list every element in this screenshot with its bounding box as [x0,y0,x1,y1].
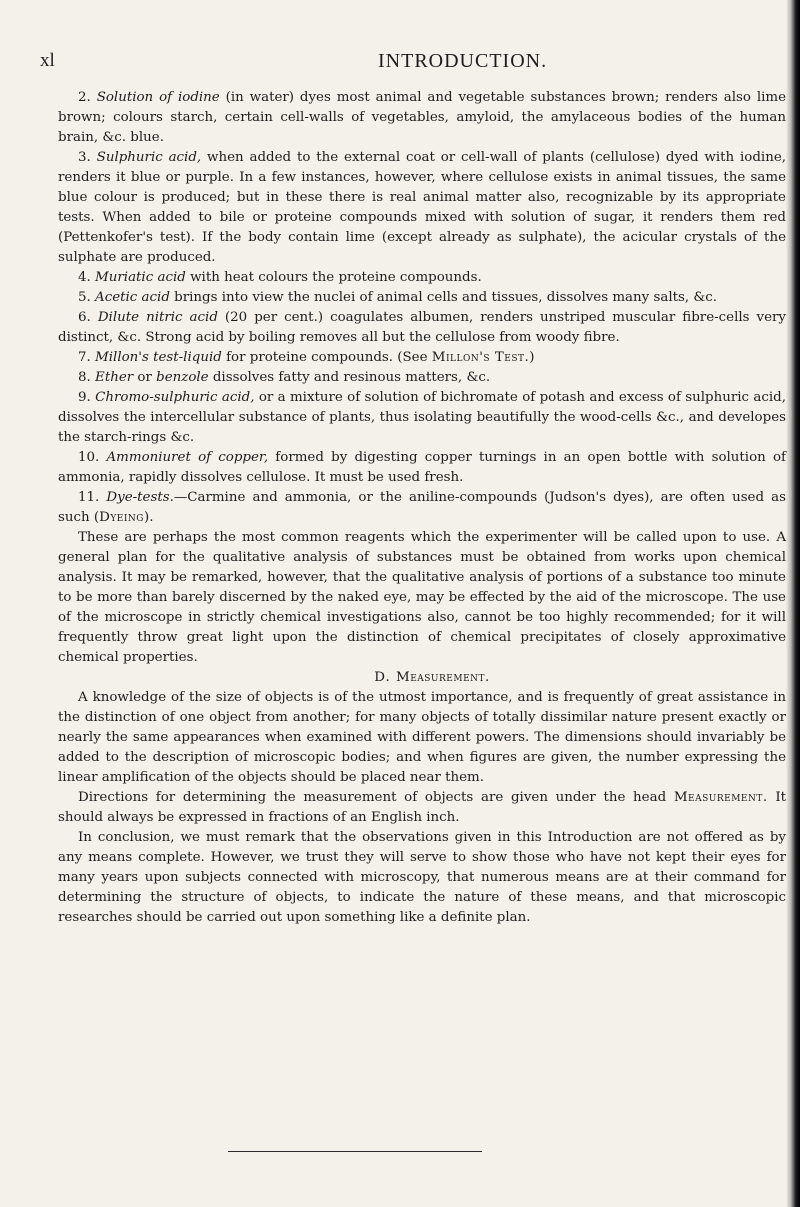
item-term: Chromo-sulphuric acid, [95,390,255,405]
item-term: Dye-tests. [106,490,174,505]
item-term: Muriatic acid [95,270,186,285]
running-head: INTRODUCTION. [378,50,548,72]
page-number: xl [40,50,55,71]
item-term: Ether [95,370,134,385]
paragraph-conclusion: In conclusion, we must remark that the observations given in this Introduction are not offered as by any means complete. However, we trust they will serve to show those who have not kept their eyes for many years upon subjects connected with microscopy, that numerous means are at their command for determining the structure of objects, to indicate the nature of these means, and that microscopic researches should be carried out upon something like a definite plan. [58,830,786,925]
list-item: 11. Dye-tests.—Carmine and ammonia, or the aniline-compounds (Judson's dyes), are often used as such (Dyeing). [58,490,786,525]
paragraph-directions: Directions for determining the measurement of objects are given under the head Measurement. It should always be expressed in fractions of an English inch. [58,790,786,825]
list-item: 7. Millon's test-liquid for proteine compounds. (See Millon's Test.) [78,350,535,365]
section-title: Measurement. [395,670,490,685]
item-term: Sulphuric acid, [96,150,202,165]
page-header [40,50,768,78]
item-term: Acetic acid [95,290,170,305]
closing-rule [228,1151,482,1152]
cross-reference: Millon's Test. [431,350,530,365]
page-body [58,88,787,928]
item-term: Millon's test-liquid [95,350,222,365]
paragraph-measurement: A knowledge of the size of objects is of the utmost importance, and is frequently of great assistance in the distinction of one object from another; for many objects of totally dissimilar nature present exactly or nearly the same appearances when examined with different powers. The dimensions should invariably be added to the description of microscopic bodies; and when figures are given, the number expressing the linear amplification of the objects should be placed near them. [58,690,786,785]
list-item: 10. Ammoniuret of copper, formed by digesting copper turnings in an open bottle with solution of ammonia, rapidly dissolves cellulose. It must be used fresh. [58,450,786,485]
item-term: Dilute nitric acid [97,310,218,325]
book-spine-shadow [786,0,800,1207]
list-item: 5. Acetic acid brings into view the nuclei of animal cells and tissues, dissolves many salts, &c. [78,290,718,305]
list-item: 3. Sulphuric acid, when added to the external coat or cell-wall of plants (cellulose) dyed with iodine, renders it blue or purple. In a few instances, however, where cellulose exists in animal tissues, the same blue colour is produced; but in these there is real animal matter also, recognizable by its appropriate tests. When added to bile or proteine compounds mixed with solution of sugar, it renders them red (Pettenkofer's test). If the body contain lime (except already as sulphate), the acicular crystals of the sulphate are produced. [58,150,787,265]
item-term: Ammoniuret of copper, [106,450,269,465]
paragraph-reagents: These are perhaps the most common reagents which the experimenter will be called upon to use. A general plan for the qualitative analysis of substances must be obtained from works upon chemical analysis. It may be remarked, however, that the qualitative analysis of portions of a substance too minute to be more than barely discerned by the naked eye, may be effected by the aid of the microscope. The use of the microscope in strictly chemical investigations also, cannot be too highly recommended; for it will frequently throw great light upon the distinction of chemical precipitates of closely approximative chemical properties. [58,530,786,665]
list-item: 4. Muriatic acid with heat colours the proteine compounds. [78,270,482,285]
list-item: 6. Dilute nitric acid (20 per cent.) coagulates albumen, renders unstriped muscular fibre-cells very distinct, &c. Strong acid by boiling removes all but the cellulose from woody fibre. [58,310,786,345]
list-item: 9. Chromo-sulphuric acid, or a mixture of solution of bichromate of potash and excess of sulphuric acid, dissolves the intercellular substance of plants, thus isolating beautifully the wood-cells &c., and developes the starch-rings &c. [58,390,786,445]
cross-reference: Dyeing [99,510,144,525]
item-term: benzole [156,370,209,385]
section-letter: D. [374,670,391,685]
section-heading [78,668,786,688]
list-item: 8. Ether or benzole dissolves fatty and resinous matters, &c. [78,370,491,385]
cross-reference: Measurement. [673,790,768,805]
list-item: 2. Solution of iodine (in water) dyes most animal and vegetable substances brown; renders also lime brown; colours starch, certain cell-walls of vegetables, amyloid, the amylaceous bodies of the human brain, &c. blue. [58,90,787,145]
item-term: Solution of iodine [96,90,220,105]
